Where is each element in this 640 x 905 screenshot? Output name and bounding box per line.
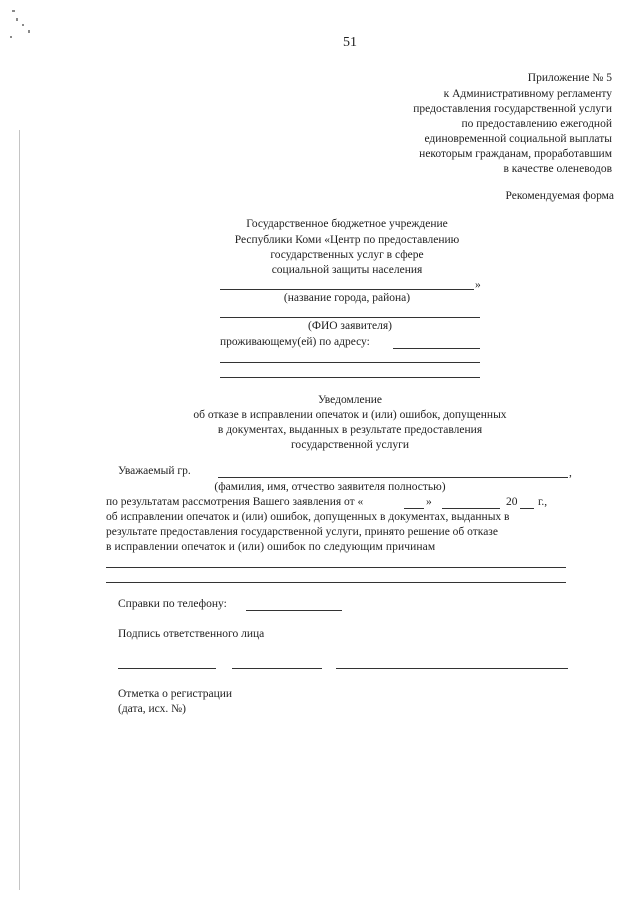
appendix-line: некоторым гражданам, проработавшим [419, 148, 612, 160]
recipient-org-line: Республики Коми «Центр по предоставлению [234, 234, 460, 246]
body-line-4: в исправлении опечаток и (или) ошибок по следующим причинам [106, 541, 436, 553]
appendix-line: в качестве оленеводов [503, 163, 612, 175]
salutation-caption: (фамилия, имя, отчество заявителя полностью) [214, 481, 446, 493]
signature-label: Подпись ответственного лица [118, 628, 265, 640]
recipient-org-line: Государственное бюджетное учреждение [246, 218, 448, 230]
body-line-1-year: 20 [506, 496, 518, 508]
appendix-line: Приложение № 5 [527, 72, 612, 84]
registration-label: Отметка о регистрации [118, 688, 233, 700]
body-line-2: об исправлении опечаток и (или) ошибок, допущенных в документах, выданных в [106, 511, 510, 523]
phone-label: Справки по телефону: [118, 598, 227, 610]
notice-title-line: в документах, выданных в результате предоставления [217, 424, 483, 436]
body-line-1-start: по результатам рассмотрения Вашего заявления от « [106, 496, 364, 508]
address-blank-line [220, 377, 480, 378]
scan-mark [22, 24, 24, 26]
address-blank-line [393, 348, 480, 349]
reason-blank-line [106, 582, 566, 583]
recipient-org-line: государственных услуг в сфере [270, 249, 424, 261]
fio-blank-line [220, 317, 480, 318]
address-blank-line [220, 362, 480, 363]
appendix-line: к Административному регламенту [443, 88, 612, 100]
body-line-1-end: г., [538, 496, 548, 508]
notice-title-line: об отказе в исправлении опечаток и (или) ошибок, допущенных [193, 409, 507, 421]
phone-blank-line [246, 610, 342, 611]
fio-caption: (ФИО заявителя) [308, 320, 392, 332]
recommended-form-label: Рекомендуемая форма [505, 190, 614, 202]
city-quote-close: » [475, 279, 481, 291]
appendix-line: по предоставлению ежегодной [461, 118, 612, 130]
scan-mark [10, 36, 12, 38]
appendix-line: единовременной социальной выплаты [424, 133, 612, 145]
reason-blank-line [106, 567, 566, 568]
scan-mark [16, 18, 18, 21]
registration-caption: (дата, исх. №) [118, 703, 186, 715]
page-number: 51 [343, 35, 357, 50]
city-blank-line [220, 289, 474, 290]
signature-blank-line [118, 668, 216, 669]
notice-title-line: государственной услуги [290, 439, 410, 451]
date-month-blank [442, 508, 500, 509]
scan-mark [12, 10, 15, 12]
body-line-3: результате предоставления государственной услуги, принято решение об отказе [106, 526, 498, 538]
date-day-blank [404, 508, 424, 509]
appendix-line: предоставления государственной услуги [413, 103, 612, 115]
scan-mark [28, 30, 30, 33]
scan-edge [19, 130, 20, 890]
address-label: проживающему(ей) по адресу: [220, 336, 370, 348]
salutation-blank-line [218, 477, 568, 478]
recipient-org-line: социальной защиты населения [271, 264, 423, 276]
date-year-blank [520, 508, 534, 509]
city-caption: (название города, района) [283, 292, 411, 304]
salutation-comma: , [569, 467, 572, 479]
notice-title-line: Уведомление [317, 394, 383, 406]
body-line-1-quote: » [426, 496, 432, 508]
salutation: Уважаемый гр. [118, 465, 191, 477]
signature-blank-line [336, 668, 568, 669]
signature-blank-line [232, 668, 322, 669]
